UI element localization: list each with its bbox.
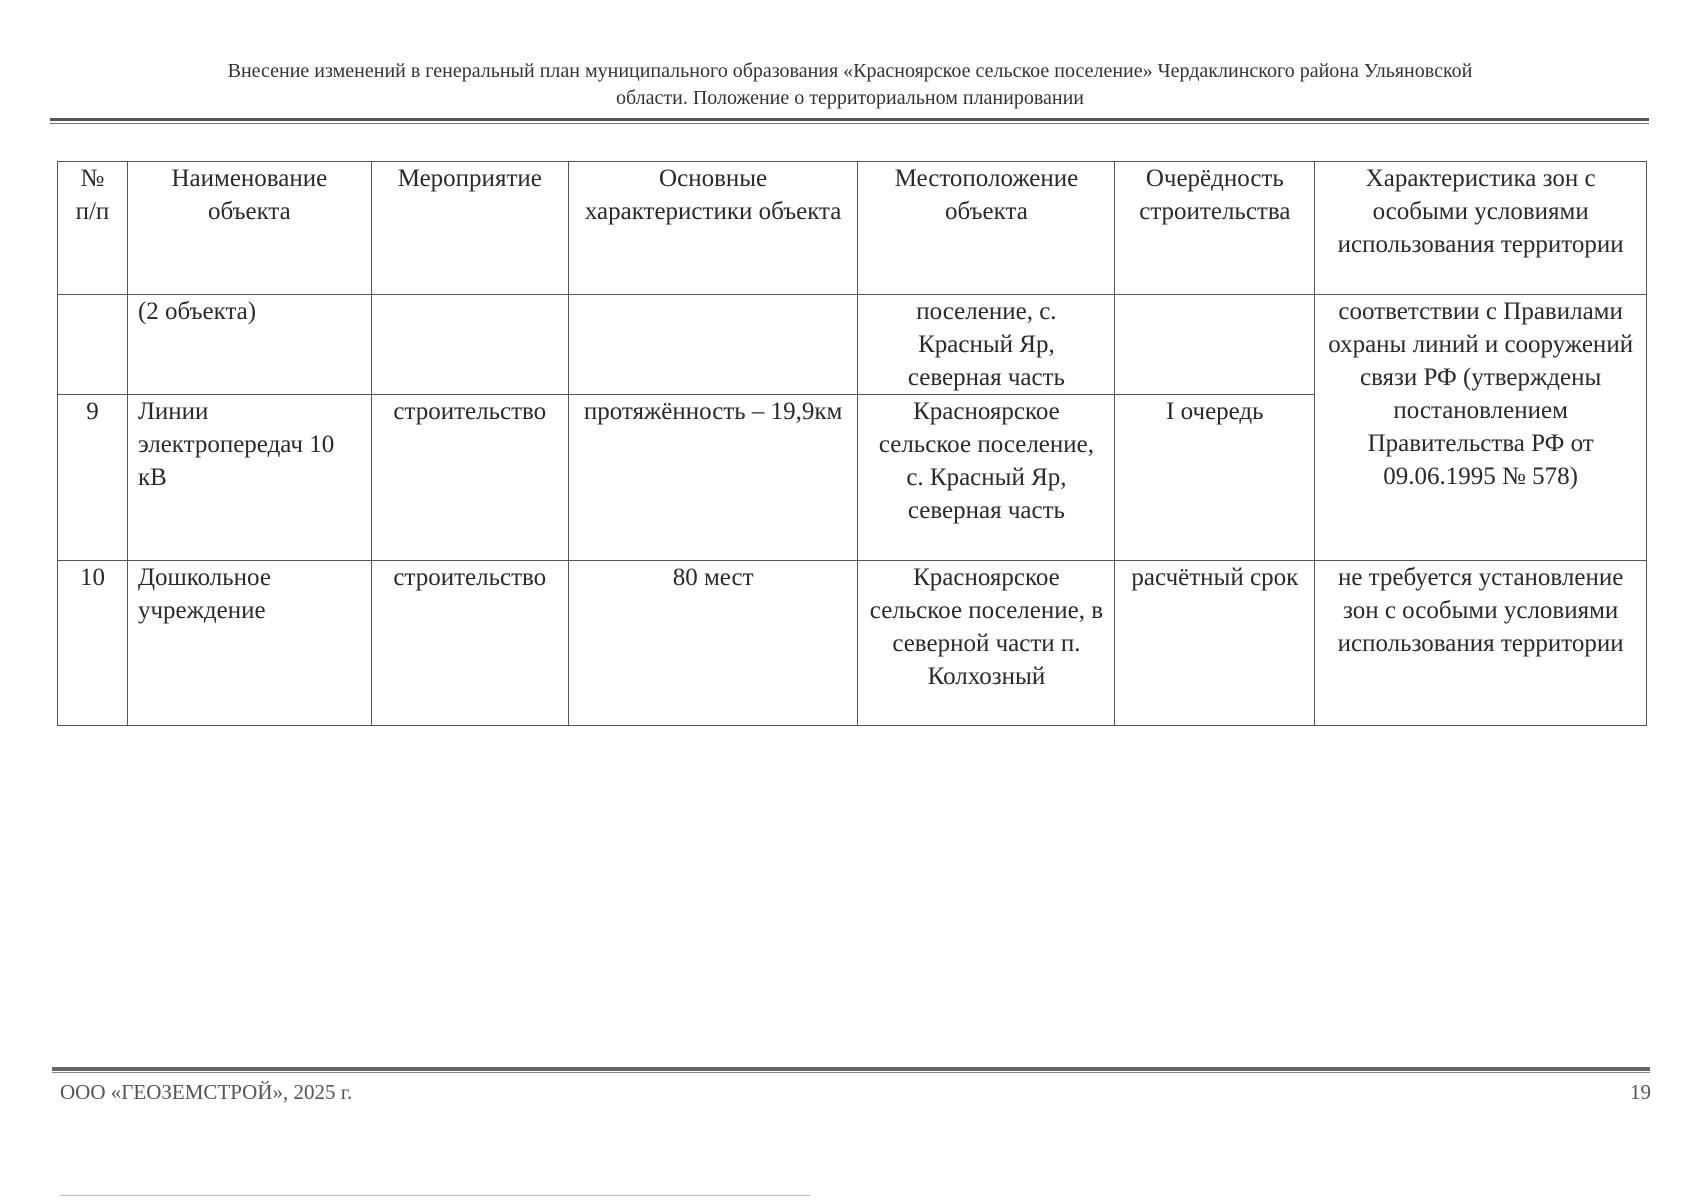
cell-priority [1115,295,1315,395]
cell-num: 10 [58,561,128,726]
cell-name: Дошкольное учреждение [127,561,371,726]
planning-table [57,161,1647,726]
cell-zones-merged: соответствии с Правилами охраны линий и сооружений связи РФ (утверждены постановлением Правительства РФ от 09.06.1995 № 578) [1315,295,1647,561]
cell-name: Линии электропередач 10 кВ [127,395,371,561]
footer-company: ООО «ГЕОЗЕМСТРОЙ», 2025 г. [60,1080,353,1104]
cell-zones: не требуется установление зон с особыми условиями использования территории [1315,561,1647,726]
cell-action: строительство [371,395,568,561]
cell-priority: I очередь [1115,395,1315,561]
table-row [58,561,1647,726]
col-header-zones: Характеристика зон с особыми условиями использования территории [1315,162,1647,295]
col-header-num: № п/п [58,162,128,295]
col-header-priority: Очерёдность строительства [1115,162,1315,295]
col-header-action: Мероприятие [371,162,568,295]
header-line-2: области. Положение о территориальном планировании [616,87,1084,109]
footer-rule [52,1067,1650,1073]
page-number: 19 [1630,1080,1651,1104]
page-header [70,58,1630,112]
cell-num: 9 [58,395,128,561]
cell-specs: 80 мест [568,561,858,726]
cell-location: Красноярское сельское поселение, с. Красный Яр, северная часть [858,395,1115,561]
cell-priority: расчётный срок [1115,561,1315,726]
cell-num [58,295,128,395]
header-line-1: Внесение изменений в генеральный план муниципального образования «Красноярское сельское поселение» Чердаклинского района Ульяновской [227,60,1473,82]
scan-artifact-line [60,1195,810,1196]
col-header-specs: Основные характеристики объекта [568,162,858,295]
col-header-location: Местоположение объекта [858,162,1115,295]
cell-specs [568,295,858,395]
cell-action: строительство [371,561,568,726]
col-header-name: Наименование объекта [127,162,371,295]
table-header-row [58,162,1647,295]
header-rule [50,118,1649,124]
cell-location: Красноярское сельское поселение, в северной части п. Колхозный [858,561,1115,726]
cell-specs: протяжённость – 19,9км [568,395,858,561]
cell-action [371,295,568,395]
cell-name: (2 объекта) [127,295,371,395]
cell-location: поселение, с. Красный Яр, северная часть [858,295,1115,395]
table-row [58,295,1647,395]
